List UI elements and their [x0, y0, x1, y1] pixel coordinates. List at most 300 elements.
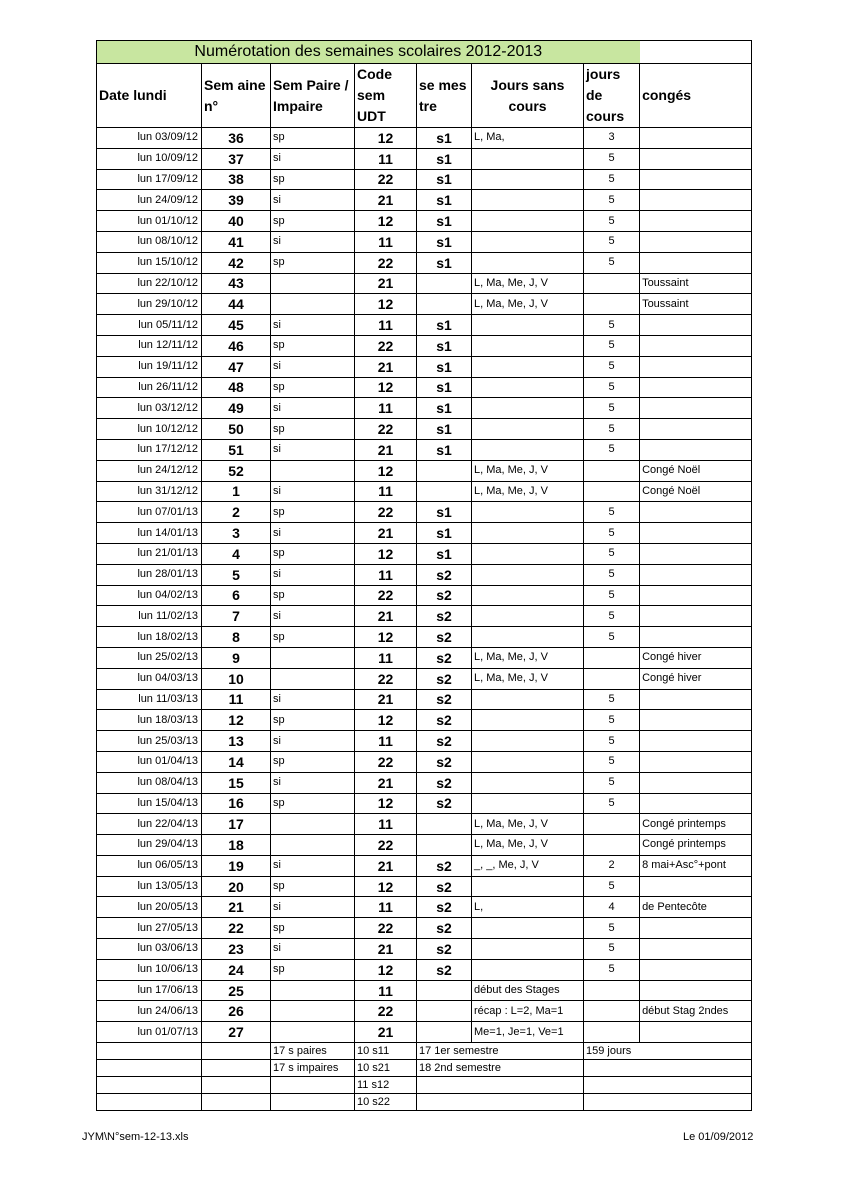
cell-week-number: 9 [202, 647, 271, 668]
cell-week-number: 38 [202, 169, 271, 190]
cell-week-number: 4 [202, 543, 271, 564]
cell-udt-code: 21 [355, 1022, 417, 1043]
cell-date: lun 27/05/13 [97, 918, 202, 939]
cell-days-off [472, 169, 584, 190]
cell-school-days: 5 [584, 876, 640, 897]
cell-even-odd: si [271, 564, 355, 585]
cell-semester: s2 [417, 793, 472, 814]
cell-holiday [640, 335, 752, 356]
summary-blank [202, 1043, 271, 1060]
cell-semester: s2 [417, 751, 472, 772]
cell-udt-code: 12 [355, 959, 417, 980]
cell-holiday [640, 751, 752, 772]
cell-holiday [640, 543, 752, 564]
cell-school-days: 5 [584, 959, 640, 980]
cell-date: lun 26/11/12 [97, 377, 202, 398]
summary-semester [417, 1077, 584, 1094]
table-row [97, 169, 752, 190]
cell-week-number: 23 [202, 939, 271, 960]
cell-udt-code: 22 [355, 668, 417, 689]
cell-school-days: 5 [584, 543, 640, 564]
cell-date: lun 03/06/13 [97, 939, 202, 960]
table-row [97, 689, 752, 710]
cell-school-days: 5 [584, 793, 640, 814]
cell-date: lun 18/02/13 [97, 627, 202, 648]
cell-udt-code: 22 [355, 1001, 417, 1022]
cell-even-odd: si [271, 606, 355, 627]
cell-week-number: 42 [202, 252, 271, 273]
cell-school-days: 5 [584, 231, 640, 252]
cell-udt-code: 21 [355, 772, 417, 793]
cell-school-days [584, 1001, 640, 1022]
cell-date: lun 06/05/13 [97, 855, 202, 876]
cell-school-days: 5 [584, 731, 640, 752]
cell-week-number: 17 [202, 814, 271, 835]
cell-week-number: 48 [202, 377, 271, 398]
cell-semester: s2 [417, 564, 472, 585]
cell-date: lun 21/01/13 [97, 543, 202, 564]
cell-week-number: 44 [202, 294, 271, 315]
cell-days-off [472, 502, 584, 523]
cell-school-days [584, 835, 640, 856]
cell-holiday [640, 439, 752, 460]
cell-week-number: 7 [202, 606, 271, 627]
cell-semester [417, 273, 472, 294]
cell-week-number: 3 [202, 523, 271, 544]
cell-days-off [472, 398, 584, 419]
summary-days-total [584, 1060, 752, 1077]
cell-holiday: Congé Noël [640, 481, 752, 502]
table-row [97, 793, 752, 814]
table-row [97, 377, 752, 398]
cell-week-number: 19 [202, 855, 271, 876]
cell-holiday: Congé hiver [640, 668, 752, 689]
cell-semester: s1 [417, 231, 472, 252]
cell-days-off [472, 710, 584, 731]
table-row [97, 710, 752, 731]
cell-week-number: 50 [202, 419, 271, 440]
cell-semester: s1 [417, 502, 472, 523]
summary-udt: 10 s21 [355, 1060, 417, 1077]
cell-udt-code: 12 [355, 294, 417, 315]
cell-even-odd: sp [271, 793, 355, 814]
cell-even-odd: sp [271, 502, 355, 523]
cell-semester: s2 [417, 897, 472, 918]
cell-school-days: 5 [584, 627, 640, 648]
cell-even-odd: si [271, 231, 355, 252]
cell-semester: s1 [417, 190, 472, 211]
cell-udt-code: 21 [355, 190, 417, 211]
cell-date: lun 04/02/13 [97, 585, 202, 606]
cell-even-odd: sp [271, 918, 355, 939]
table-row [97, 627, 752, 648]
cell-semester: s1 [417, 356, 472, 377]
cell-udt-code: 12 [355, 627, 417, 648]
cell-date: lun 25/03/13 [97, 731, 202, 752]
cell-udt-code: 22 [355, 169, 417, 190]
table-row [97, 335, 752, 356]
cell-even-odd: si [271, 939, 355, 960]
table-row [97, 273, 752, 294]
cell-holiday [640, 564, 752, 585]
summary-even-odd: 17 s impaires [271, 1060, 355, 1077]
table-title: Numérotation des semaines scolaires 2012-2013 [97, 41, 640, 64]
cell-even-odd [271, 460, 355, 481]
summary-udt: 10 s22 [355, 1094, 417, 1111]
cell-even-odd: si [271, 439, 355, 460]
cell-holiday [640, 959, 752, 980]
cell-days-off: début des Stages [472, 980, 584, 1001]
table-row [97, 835, 752, 856]
cell-holiday [640, 231, 752, 252]
cell-holiday [640, 128, 752, 149]
table-row [97, 439, 752, 460]
cell-udt-code: 11 [355, 398, 417, 419]
cell-school-days: 5 [584, 315, 640, 336]
cell-date: lun 19/11/12 [97, 356, 202, 377]
cell-school-days [584, 980, 640, 1001]
cell-holiday [640, 772, 752, 793]
cell-semester [417, 814, 472, 835]
cell-even-odd: sp [271, 585, 355, 606]
cell-semester: s1 [417, 335, 472, 356]
cell-school-days [584, 647, 640, 668]
cell-even-odd [271, 1022, 355, 1043]
cell-holiday [640, 606, 752, 627]
cell-school-days: 5 [584, 585, 640, 606]
cell-holiday [640, 211, 752, 232]
cell-even-odd: sp [271, 252, 355, 273]
cell-school-days: 5 [584, 564, 640, 585]
cell-school-days: 5 [584, 148, 640, 169]
cell-days-off: Me=1, Je=1, Ve=1 [472, 1022, 584, 1043]
cell-udt-code: 21 [355, 939, 417, 960]
cell-week-number: 36 [202, 128, 271, 149]
cell-semester [417, 481, 472, 502]
table-row [97, 211, 752, 232]
cell-semester: s1 [417, 398, 472, 419]
cell-even-odd [271, 814, 355, 835]
cell-udt-code: 12 [355, 128, 417, 149]
cell-date: lun 12/11/12 [97, 335, 202, 356]
cell-holiday [640, 398, 752, 419]
cell-days-off [472, 939, 584, 960]
header-row [97, 64, 752, 128]
cell-school-days [584, 1022, 640, 1043]
cell-semester: s2 [417, 959, 472, 980]
cell-semester: s1 [417, 148, 472, 169]
cell-days-off [472, 377, 584, 398]
cell-holiday [640, 585, 752, 606]
cell-week-number: 14 [202, 751, 271, 772]
cell-even-odd: sp [271, 543, 355, 564]
cell-date: lun 10/06/13 [97, 959, 202, 980]
cell-school-days [584, 294, 640, 315]
cell-udt-code: 12 [355, 211, 417, 232]
cell-udt-code: 21 [355, 356, 417, 377]
cell-semester: s2 [417, 772, 472, 793]
cell-school-days: 5 [584, 252, 640, 273]
cell-holiday [640, 918, 752, 939]
cell-days-off [472, 439, 584, 460]
footer-filename: JYM\N°sem-12-13.xls [82, 1131, 189, 1143]
table-row [97, 398, 752, 419]
cell-even-odd [271, 294, 355, 315]
cell-date: lun 17/09/12 [97, 169, 202, 190]
cell-date: lun 17/06/13 [97, 980, 202, 1001]
cell-udt-code: 22 [355, 585, 417, 606]
weeks-table [96, 40, 752, 1111]
cell-week-number: 37 [202, 148, 271, 169]
cell-holiday: Congé hiver [640, 647, 752, 668]
table-row [97, 1022, 752, 1043]
cell-holiday: Toussaint [640, 273, 752, 294]
cell-school-days [584, 668, 640, 689]
cell-holiday: Congé printemps [640, 835, 752, 856]
cell-week-number: 1 [202, 481, 271, 502]
cell-semester [417, 1022, 472, 1043]
cell-semester [417, 980, 472, 1001]
cell-date: lun 08/04/13 [97, 772, 202, 793]
cell-date: lun 10/09/12 [97, 148, 202, 169]
cell-days-off [472, 689, 584, 710]
cell-date: lun 28/01/13 [97, 564, 202, 585]
cell-date: lun 15/10/12 [97, 252, 202, 273]
cell-date: lun 22/10/12 [97, 273, 202, 294]
cell-days-off [472, 252, 584, 273]
cell-date: lun 05/11/12 [97, 315, 202, 336]
cell-semester: s2 [417, 606, 472, 627]
header-udt-code: Code sem UDT [355, 64, 417, 128]
cell-semester: s2 [417, 668, 472, 689]
cell-udt-code: 12 [355, 710, 417, 731]
summary-semester: 18 2nd semestre [417, 1060, 584, 1077]
cell-udt-code: 12 [355, 460, 417, 481]
summary-blank [97, 1043, 202, 1060]
cell-semester [417, 460, 472, 481]
cell-semester: s2 [417, 647, 472, 668]
cell-school-days: 4 [584, 897, 640, 918]
cell-udt-code: 12 [355, 377, 417, 398]
cell-days-off [472, 564, 584, 585]
table-row [97, 1001, 752, 1022]
summary-row [97, 1077, 752, 1094]
cell-school-days: 5 [584, 190, 640, 211]
cell-days-off [472, 315, 584, 336]
cell-semester [417, 1001, 472, 1022]
cell-even-odd: si [271, 315, 355, 336]
cell-days-off [472, 627, 584, 648]
cell-holiday [640, 627, 752, 648]
cell-even-odd: sp [271, 876, 355, 897]
cell-week-number: 21 [202, 897, 271, 918]
table-row [97, 564, 752, 585]
cell-school-days [584, 481, 640, 502]
table-row [97, 939, 752, 960]
table-row [97, 606, 752, 627]
cell-holiday [640, 689, 752, 710]
cell-days-off [472, 231, 584, 252]
table-row [97, 128, 752, 149]
cell-semester [417, 835, 472, 856]
cell-week-number: 6 [202, 585, 271, 606]
cell-even-odd: sp [271, 751, 355, 772]
cell-udt-code: 21 [355, 855, 417, 876]
cell-even-odd: si [271, 523, 355, 544]
cell-udt-code: 22 [355, 419, 417, 440]
cell-week-number: 51 [202, 439, 271, 460]
cell-udt-code: 21 [355, 689, 417, 710]
summary-blank [97, 1077, 202, 1094]
cell-semester: s1 [417, 419, 472, 440]
table-row [97, 855, 752, 876]
cell-date: lun 29/10/12 [97, 294, 202, 315]
cell-week-number: 39 [202, 190, 271, 211]
cell-date: lun 01/07/13 [97, 1022, 202, 1043]
cell-udt-code: 21 [355, 439, 417, 460]
cell-even-odd: sp [271, 169, 355, 190]
cell-date: lun 11/03/13 [97, 689, 202, 710]
cell-week-number: 10 [202, 668, 271, 689]
table-row [97, 647, 752, 668]
cell-date: lun 11/02/13 [97, 606, 202, 627]
cell-holiday: de Pentecôte [640, 897, 752, 918]
cell-school-days: 5 [584, 918, 640, 939]
cell-days-off [472, 211, 584, 232]
summary-blank [202, 1077, 271, 1094]
cell-week-number: 16 [202, 793, 271, 814]
cell-school-days: 5 [584, 377, 640, 398]
cell-udt-code: 11 [355, 647, 417, 668]
cell-even-odd: si [271, 148, 355, 169]
cell-udt-code: 11 [355, 315, 417, 336]
cell-school-days: 5 [584, 356, 640, 377]
cell-days-off [472, 419, 584, 440]
cell-days-off [472, 606, 584, 627]
cell-udt-code: 22 [355, 335, 417, 356]
table-row [97, 190, 752, 211]
cell-holiday [640, 939, 752, 960]
summary-semester: 17 1er semestre [417, 1043, 584, 1060]
cell-udt-code: 11 [355, 148, 417, 169]
cell-semester [417, 294, 472, 315]
table-row [97, 356, 752, 377]
cell-school-days: 5 [584, 689, 640, 710]
cell-holiday [640, 523, 752, 544]
cell-even-odd: si [271, 398, 355, 419]
table-row [97, 460, 752, 481]
table-row [97, 419, 752, 440]
cell-days-off [472, 356, 584, 377]
table-row [97, 585, 752, 606]
cell-days-off [472, 918, 584, 939]
cell-week-number: 8 [202, 627, 271, 648]
cell-week-number: 52 [202, 460, 271, 481]
cell-holiday [640, 502, 752, 523]
cell-date: lun 18/03/13 [97, 710, 202, 731]
cell-even-odd: si [271, 772, 355, 793]
cell-udt-code: 21 [355, 523, 417, 544]
summary-blank [97, 1094, 202, 1111]
cell-school-days: 5 [584, 606, 640, 627]
cell-udt-code: 11 [355, 814, 417, 835]
cell-even-odd: si [271, 855, 355, 876]
table-row [97, 814, 752, 835]
cell-date: lun 24/06/13 [97, 1001, 202, 1022]
cell-school-days: 5 [584, 169, 640, 190]
cell-date: lun 03/09/12 [97, 128, 202, 149]
cell-semester: s2 [417, 585, 472, 606]
cell-holiday: 8 mai+Asc°+pont [640, 855, 752, 876]
cell-week-number: 41 [202, 231, 271, 252]
cell-semester: s1 [417, 377, 472, 398]
header-school-days: jours de cours [584, 64, 640, 128]
cell-week-number: 26 [202, 1001, 271, 1022]
cell-school-days: 5 [584, 211, 640, 232]
cell-even-odd: sp [271, 335, 355, 356]
cell-holiday [640, 876, 752, 897]
cell-days-off [472, 335, 584, 356]
cell-semester: s1 [417, 211, 472, 232]
cell-semester: s1 [417, 169, 472, 190]
table-row [97, 668, 752, 689]
cell-days-off [472, 751, 584, 772]
cell-week-number: 25 [202, 980, 271, 1001]
cell-holiday: Congé Noël [640, 460, 752, 481]
cell-days-off: L, Ma, Me, J, V [472, 835, 584, 856]
summary-even-odd: 17 s paires [271, 1043, 355, 1060]
cell-udt-code: 21 [355, 273, 417, 294]
summary-udt: 11 s12 [355, 1077, 417, 1094]
cell-semester: s2 [417, 731, 472, 752]
summary-even-odd [271, 1077, 355, 1094]
cell-even-odd: sp [271, 128, 355, 149]
cell-days-off: L, Ma, Me, J, V [472, 273, 584, 294]
cell-school-days [584, 273, 640, 294]
cell-date: lun 25/02/13 [97, 647, 202, 668]
table-row [97, 502, 752, 523]
cell-days-off: _, _, Me, J, V [472, 855, 584, 876]
cell-week-number: 2 [202, 502, 271, 523]
cell-udt-code: 22 [355, 918, 417, 939]
summary-blank [97, 1060, 202, 1077]
cell-semester: s1 [417, 543, 472, 564]
cell-even-odd: si [271, 897, 355, 918]
summary-blank [202, 1094, 271, 1111]
table-row [97, 751, 752, 772]
cell-date: lun 08/10/12 [97, 231, 202, 252]
cell-semester: s2 [417, 689, 472, 710]
table-row [97, 918, 752, 939]
cell-udt-code: 12 [355, 876, 417, 897]
cell-udt-code: 22 [355, 252, 417, 273]
table-row [97, 876, 752, 897]
cell-date: lun 13/05/13 [97, 876, 202, 897]
cell-holiday [640, 1022, 752, 1043]
cell-date: lun 31/12/12 [97, 481, 202, 502]
cell-even-odd [271, 273, 355, 294]
cell-udt-code: 22 [355, 835, 417, 856]
cell-week-number: 5 [202, 564, 271, 585]
cell-udt-code: 11 [355, 481, 417, 502]
cell-week-number: 46 [202, 335, 271, 356]
cell-date: lun 24/09/12 [97, 190, 202, 211]
cell-holiday [640, 169, 752, 190]
summary-days-total [584, 1077, 752, 1094]
cell-school-days: 5 [584, 939, 640, 960]
cell-holiday [640, 731, 752, 752]
cell-semester: s2 [417, 918, 472, 939]
